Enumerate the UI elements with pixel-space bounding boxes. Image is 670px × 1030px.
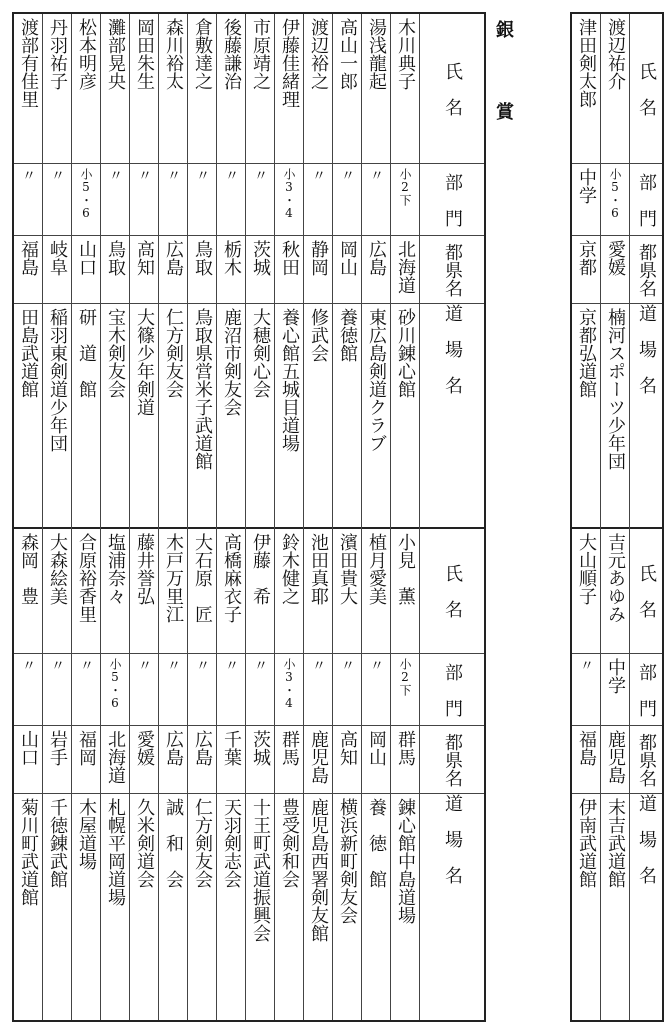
award-table-right bbox=[570, 12, 664, 1022]
entry-pref: 鳥取 bbox=[105, 240, 126, 276]
entry-pref: 鹿児島 bbox=[308, 730, 329, 784]
award-table-left bbox=[12, 12, 486, 1022]
entry-column bbox=[246, 14, 275, 1020]
entry-name: 岡田朱生 bbox=[134, 18, 155, 90]
entry-name: 塩浦奈々 bbox=[105, 533, 126, 605]
entry-pref: 岡山 bbox=[366, 730, 387, 766]
entry-pref: 高知 bbox=[134, 240, 155, 276]
entry-name: 大石原 匠 bbox=[192, 533, 213, 623]
entry-dojo: 天羽剣志会 bbox=[221, 798, 242, 888]
header-dojo: 道 場 名 bbox=[442, 794, 463, 884]
entry-dojo: 鹿児島西署剣友館 bbox=[308, 798, 329, 942]
entry-name: 合原裕香里 bbox=[76, 533, 97, 623]
entry-column bbox=[159, 14, 188, 1020]
entry-column bbox=[304, 14, 333, 1020]
entry-name: 藤井誉弘 bbox=[134, 533, 155, 605]
entry-name: 吉元あゆみ bbox=[605, 533, 626, 623]
entry-division: 〃 bbox=[49, 168, 65, 182]
entry-division: 〃 bbox=[252, 168, 268, 182]
entry-name: 灘部晃央 bbox=[105, 18, 126, 90]
entry-division: 〃 bbox=[165, 658, 181, 672]
header-prefecture: 都県名 bbox=[442, 732, 463, 787]
entry-name: 渡部有佳里 bbox=[18, 18, 39, 108]
entry-name: 濱田貴大 bbox=[337, 533, 358, 605]
entry-pref: 岩手 bbox=[47, 730, 68, 766]
entry-column bbox=[43, 14, 72, 1020]
award-title-char-2: 賞 bbox=[496, 102, 514, 123]
entry-pref: 京都 bbox=[576, 240, 597, 276]
entry-name: 高山一郎 bbox=[337, 18, 358, 90]
header-division: 部 門 bbox=[636, 662, 657, 717]
entry-division: 〃 bbox=[165, 168, 181, 182]
entry-dojo: 東広島剣道クラブ bbox=[366, 308, 387, 452]
entry-pref: 広島 bbox=[163, 730, 184, 766]
entry-dojo: 大穂剣心会 bbox=[250, 308, 271, 398]
entry-pref: 福岡 bbox=[76, 730, 97, 766]
entry-pref: 群馬 bbox=[395, 730, 416, 766]
entry-pref: 岐阜 bbox=[47, 240, 68, 276]
entry-pref: 北海道 bbox=[105, 730, 126, 784]
entry-dojo: 修武会 bbox=[308, 308, 329, 362]
entry-dojo: 稲羽東剣道少年団 bbox=[47, 308, 68, 452]
entry-division: 小3・4 bbox=[282, 658, 296, 710]
header-column bbox=[630, 14, 662, 1020]
entry-dojo: 誠 和 会 bbox=[163, 798, 184, 888]
entry-pref: 広島 bbox=[366, 240, 387, 276]
entry-division: 〃 bbox=[578, 658, 594, 672]
entry-dojo: 研 道 館 bbox=[76, 308, 97, 398]
entry-division: 小3・4 bbox=[282, 168, 296, 220]
entry-dojo: 木屋道場 bbox=[76, 798, 97, 870]
entry-division: 小2下 bbox=[398, 168, 412, 206]
entry-dojo: 宝木剣友会 bbox=[105, 308, 126, 398]
entry-division: 〃 bbox=[136, 168, 152, 182]
entry-dojo: 豊受剣和会 bbox=[279, 798, 300, 888]
entry-name: 木戸万里江 bbox=[163, 533, 184, 623]
entry-division: 〃 bbox=[223, 658, 239, 672]
entry-name: 倉敷達之 bbox=[192, 18, 213, 90]
entry-name: 小見 薫 bbox=[395, 533, 416, 605]
entry-division: 〃 bbox=[310, 168, 326, 182]
entry-column bbox=[217, 14, 246, 1020]
entry-name: 松本明彦 bbox=[76, 18, 97, 90]
entry-name: 植月愛美 bbox=[366, 533, 387, 605]
entry-dojo: 末吉武道館 bbox=[605, 798, 626, 888]
entry-pref: 茨城 bbox=[250, 730, 271, 766]
entry-pref: 愛媛 bbox=[605, 240, 626, 276]
entry-division: 〃 bbox=[368, 658, 384, 672]
entry-dojo: 養心館五城目道場 bbox=[279, 308, 300, 452]
entry-dojo: 養 徳 館 bbox=[366, 798, 387, 888]
entry-name: 伊藤 希 bbox=[250, 533, 271, 605]
entry-name: 伊藤佳緒理 bbox=[279, 18, 300, 108]
entry-division: 小5・6 bbox=[608, 168, 622, 220]
entry-name: 森川裕太 bbox=[163, 18, 184, 90]
header-prefecture: 都県名 bbox=[442, 242, 463, 297]
entry-division: 〃 bbox=[78, 658, 94, 672]
entry-column bbox=[333, 14, 362, 1020]
entry-dojo: 田島武道館 bbox=[18, 308, 39, 398]
entry-pref: 千葉 bbox=[221, 730, 242, 766]
entry-name: 大山順子 bbox=[576, 533, 597, 605]
entry-name: 渡辺裕之 bbox=[308, 18, 329, 90]
entry-division: 〃 bbox=[252, 658, 268, 672]
entry-division: 〃 bbox=[49, 658, 65, 672]
entry-column bbox=[14, 14, 43, 1020]
entry-name: 丹羽祐子 bbox=[47, 18, 68, 90]
entry-pref: 鹿児島 bbox=[605, 730, 626, 784]
entry-division: 〃 bbox=[20, 168, 36, 182]
header-column bbox=[420, 14, 484, 1020]
entry-dojo: 千徳錬武館 bbox=[47, 798, 68, 888]
entry-pref: 広島 bbox=[163, 240, 184, 276]
entry-pref: 広島 bbox=[192, 730, 213, 766]
entry-name: 湯浅龍起 bbox=[366, 18, 387, 90]
entry-name: 津田剣太郎 bbox=[576, 18, 597, 108]
header-name: 氏 名 bbox=[636, 564, 657, 618]
entry-division: 〃 bbox=[223, 168, 239, 182]
entry-dojo: 養徳館 bbox=[337, 308, 358, 362]
entry-name: 森岡 豊 bbox=[18, 533, 39, 605]
header-dojo: 道 場 名 bbox=[636, 304, 657, 394]
header-dojo: 道 場 名 bbox=[442, 304, 463, 394]
entry-dojo: 札幌平岡道場 bbox=[105, 798, 126, 906]
entry-column bbox=[130, 14, 159, 1020]
entry-division: 〃 bbox=[339, 168, 355, 182]
entry-division: 〃 bbox=[339, 658, 355, 672]
entry-column bbox=[101, 14, 130, 1020]
entry-division: 中学 bbox=[605, 658, 626, 694]
entry-name: 木川典子 bbox=[395, 18, 416, 90]
header-prefecture: 都県名 bbox=[636, 242, 657, 297]
entry-dojo: 鳥取県営米子武道館 bbox=[192, 308, 213, 470]
entry-division: 〃 bbox=[194, 658, 210, 672]
entry-column bbox=[275, 14, 304, 1020]
entry-pref: 秋田 bbox=[279, 240, 300, 276]
entry-division: 〃 bbox=[368, 168, 384, 182]
entry-dojo: 錬心館中島道場 bbox=[395, 798, 416, 924]
entry-division: 小5・6 bbox=[79, 168, 93, 220]
entry-column bbox=[188, 14, 217, 1020]
entry-column bbox=[72, 14, 101, 1020]
header-dojo: 道 場 名 bbox=[636, 794, 657, 884]
entry-dojo: 伊南武道館 bbox=[576, 798, 597, 888]
entry-division: 〃 bbox=[310, 658, 326, 672]
entry-name: 池田真耶 bbox=[308, 533, 329, 605]
header-division: 部 門 bbox=[442, 172, 463, 227]
entry-dojo: 仁方剣友会 bbox=[192, 798, 213, 888]
entry-column bbox=[362, 14, 391, 1020]
entry-column bbox=[601, 14, 630, 1020]
entry-division: 〃 bbox=[20, 658, 36, 672]
header-division: 部 門 bbox=[442, 662, 463, 717]
entry-dojo: 京都弘道館 bbox=[576, 308, 597, 398]
header-name: 氏 名 bbox=[636, 61, 657, 116]
entry-name: 鈴木健之 bbox=[279, 533, 300, 605]
entry-name: 高橋麻衣子 bbox=[221, 533, 242, 623]
entry-dojo: 砂川錬心館 bbox=[395, 308, 416, 398]
header-name: 氏 名 bbox=[442, 564, 463, 618]
entry-name: 渡辺祐介 bbox=[605, 18, 626, 90]
entry-division: 小2下 bbox=[398, 658, 412, 696]
entry-pref: 高知 bbox=[337, 730, 358, 766]
entry-dojo: 菊川町武道館 bbox=[18, 798, 39, 906]
entry-division: 〃 bbox=[136, 658, 152, 672]
entry-pref: 茨城 bbox=[250, 240, 271, 276]
entry-dojo: 楠河スポーツ少年団 bbox=[605, 308, 626, 470]
entry-dojo: 久米剣道会 bbox=[134, 798, 155, 888]
entry-name: 大森絵美 bbox=[47, 533, 68, 605]
entry-pref: 岡山 bbox=[337, 240, 358, 276]
entry-pref: 栃木 bbox=[221, 240, 242, 276]
entry-pref: 愛媛 bbox=[134, 730, 155, 766]
entry-pref: 群馬 bbox=[279, 730, 300, 766]
entry-name: 後藤謙治 bbox=[221, 18, 242, 90]
entry-dojo: 仁方剣友会 bbox=[163, 308, 184, 398]
entry-dojo: 鹿沼市剣友会 bbox=[221, 308, 242, 416]
entry-division: 〃 bbox=[107, 168, 123, 182]
entry-dojo: 横浜新町剣友会 bbox=[337, 798, 358, 924]
entry-pref: 北海道 bbox=[395, 240, 416, 294]
entry-pref: 福島 bbox=[576, 730, 597, 766]
award-title-char-1: 銀 bbox=[496, 20, 514, 41]
header-name: 氏 名 bbox=[442, 61, 463, 116]
entry-pref: 山口 bbox=[76, 240, 97, 276]
entry-column bbox=[572, 14, 601, 1020]
entry-division: 〃 bbox=[194, 168, 210, 182]
entry-dojo: 十王町武道振興会 bbox=[250, 798, 271, 942]
entry-column bbox=[391, 14, 420, 1020]
entry-division: 小5・6 bbox=[108, 658, 122, 710]
entry-pref: 静岡 bbox=[308, 240, 329, 276]
entry-pref: 鳥取 bbox=[192, 240, 213, 276]
entry-name: 市原靖之 bbox=[250, 18, 271, 90]
header-division: 部 門 bbox=[636, 172, 657, 227]
entry-dojo: 大篠少年剣道 bbox=[134, 308, 155, 416]
entry-division: 中学 bbox=[576, 168, 597, 204]
entry-pref: 福島 bbox=[18, 240, 39, 276]
header-prefecture: 都県名 bbox=[636, 732, 657, 787]
entry-pref: 山口 bbox=[18, 730, 39, 766]
